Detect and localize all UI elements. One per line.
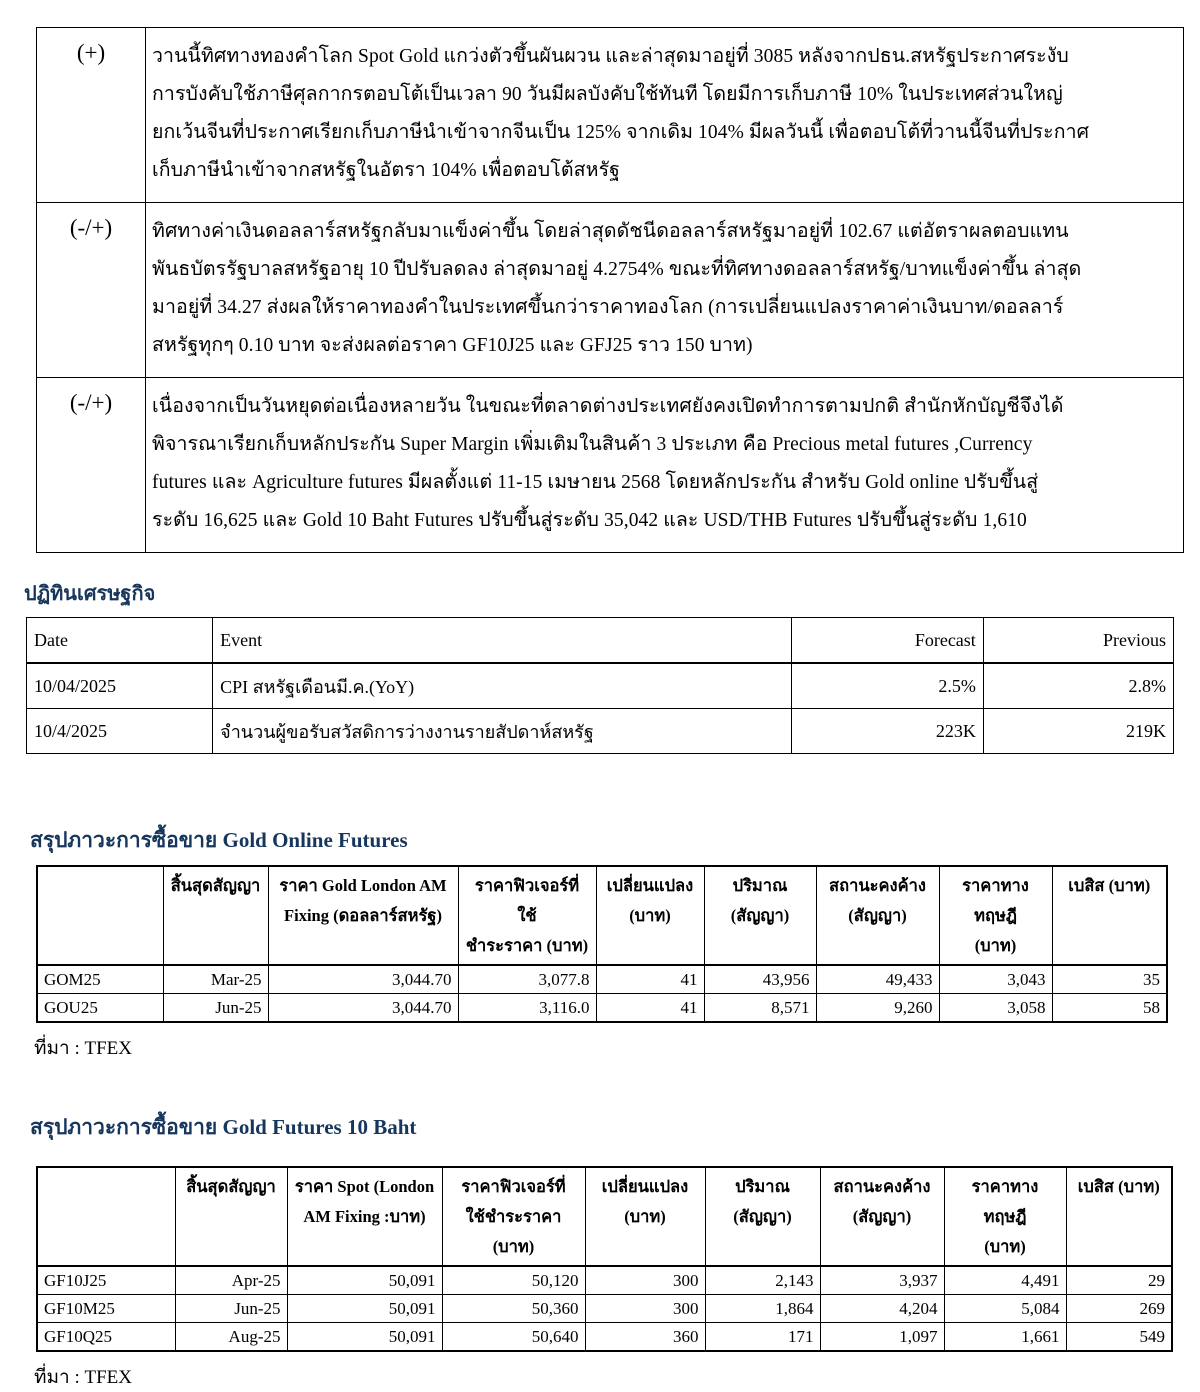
- cell-event: CPI สหรัฐเดือนมี.ค.(YoY): [213, 663, 792, 709]
- cell-volume: 8,571: [704, 994, 816, 1023]
- calendar-header-row: [27, 618, 1174, 664]
- cell-volume: 1,864: [705, 1295, 820, 1323]
- header-change-sub: (บาท): [624, 1207, 666, 1226]
- commentary-line: เก็บภาษีนำเข้าจากสหรัฐในอัตรา 104% เพื่อตอบโต้สหรัฐ: [152, 160, 621, 181]
- cell-london: 3,044.70: [268, 994, 458, 1023]
- header-london-fixing: [268, 866, 458, 965]
- header-change-top: เปลี่ยนแปลง: [601, 1177, 689, 1196]
- market-commentary-table: [36, 27, 1184, 553]
- header-theo-sub: (บาท): [974, 936, 1017, 955]
- header-expiry: สิ้นสุดสัญญา: [163, 866, 268, 965]
- cell-forecast: 2.5%: [791, 663, 983, 709]
- cell-settle: 50,640: [442, 1323, 585, 1352]
- commentary-body: [146, 203, 1184, 378]
- header-change: [596, 866, 704, 965]
- header-oi-top: สถานะคงค้าง: [829, 876, 926, 895]
- economic-calendar-title: ปฏิทินเศรษฐกิจ: [24, 583, 156, 605]
- gold-10baht-source: ที่มา : TFEX: [34, 1367, 132, 1388]
- cell-theoretical: 3,058: [939, 994, 1052, 1023]
- cell-symbol: GF10M25: [37, 1295, 175, 1323]
- header-symbol: [37, 1167, 175, 1266]
- cell-theoretical: 1,661: [944, 1323, 1066, 1352]
- cell-expiry: Aug-25: [175, 1323, 287, 1352]
- header-settle-sub: ชำระราคา (บาท): [465, 936, 589, 955]
- table-row: [27, 709, 1174, 754]
- gold-online-header-row: [37, 866, 1167, 965]
- cell-forecast: 223K: [791, 709, 983, 754]
- table-row: [37, 1295, 1172, 1323]
- commentary-line: พันธบัตรรัฐบาลสหรัฐอายุ 10 ปีปรับลดลง ล่าสุดมาอยู่ 4.2754% ขณะที่ทิศทางดอลลาร์สหรัฐ/บาทแข็งค่าขึ้น ล่าสุด: [152, 259, 1082, 280]
- section-gap: [0, 754, 1200, 806]
- cell-symbol: GOM25: [37, 965, 163, 994]
- gold-online-futures-table: [36, 865, 1168, 1023]
- header-basis: [1066, 1167, 1172, 1266]
- cell-volume: 2,143: [705, 1266, 820, 1295]
- cell-spot: 50,091: [287, 1323, 442, 1352]
- cell-basis: 58: [1052, 994, 1167, 1023]
- header-volume-top: ปริมาณ: [732, 876, 788, 895]
- header-settle-top: ราคาฟิวเจอร์ที่: [461, 1177, 566, 1196]
- cell-settle: 3,116.0: [458, 994, 596, 1023]
- commentary-line: พิจารณาเรียกเก็บหลักประกัน Super Margin เพิ่มเติมในสินค้า 3 ประเภท คือ Precious metal futures ,Currency: [152, 434, 1033, 455]
- commentary-body: [146, 28, 1184, 203]
- cell-basis: 549: [1066, 1323, 1172, 1352]
- cell-open-interest: 4,204: [820, 1295, 944, 1323]
- cell-expiry: Mar-25: [163, 965, 268, 994]
- table-row: [27, 663, 1174, 709]
- commentary-marker: (+): [37, 28, 146, 203]
- header-volume-sub: (สัญญา): [730, 906, 790, 925]
- cell-change: 41: [596, 994, 704, 1023]
- cell-expiry: Jun-25: [163, 994, 268, 1023]
- cell-settle: 3,077.8: [458, 965, 596, 994]
- cell-date: 10/4/2025: [27, 709, 213, 754]
- header-volume: [705, 1167, 820, 1266]
- header-expiry: สิ้นสุดสัญญา: [175, 1167, 287, 1266]
- header-change-sub: (บาท): [629, 906, 671, 925]
- table-row: [37, 1266, 1172, 1295]
- header-previous: Previous: [983, 618, 1173, 664]
- cell-change: 360: [585, 1323, 705, 1352]
- gold-10baht-header-row: [37, 1167, 1172, 1266]
- header-settle-mid: ใช้ชำระราคา: [465, 1207, 562, 1226]
- document-page: [0, 27, 1200, 1388]
- header-spot-top: ราคา Spot (London: [294, 1177, 435, 1196]
- header-theo-top: ราคาทางทฤษฎี: [962, 876, 1029, 925]
- commentary-line: สหรัฐทุกๆ 0.10 บาท จะส่งผลต่อราคา GF10J25 และ GFJ25 ราว 150 บาท): [152, 335, 753, 356]
- header-settle-top: ราคาฟิวเจอร์ที่ใช้: [474, 876, 580, 925]
- commentary-marker: (-/+): [37, 203, 146, 378]
- cell-theoretical: 3,043: [939, 965, 1052, 994]
- cell-spot: 50,091: [287, 1266, 442, 1295]
- header-change-top: เปลี่ยนแปลง: [606, 876, 694, 895]
- header-date: Date: [27, 618, 213, 664]
- header-open-interest: [820, 1167, 944, 1266]
- cell-basis: 35: [1052, 965, 1167, 994]
- cell-settle: 50,360: [442, 1295, 585, 1323]
- cell-london: 3,044.70: [268, 965, 458, 994]
- cell-symbol: GF10Q25: [37, 1323, 175, 1352]
- header-volume-top: ปริมาณ: [735, 1177, 790, 1196]
- commentary-line: วานนี้ทิศทางทองคำโลก Spot Gold แกว่งตัวขึ้นผันผวน และล่าสุดมาอยู่ที่ 3085 หลังจากปธน.สหรัฐประกาศระงับ: [152, 46, 1069, 67]
- cell-theoretical: 5,084: [944, 1295, 1066, 1323]
- header-oi-sub: (สัญญา): [848, 906, 907, 925]
- commentary-line: ทิศทางค่าเงินดอลลาร์สหรัฐกลับมาแข็งค่าขึ้น โดยล่าสุดดัชนีดอลลาร์สหรัฐมาอยู่ที่ 102.67 แต่อัตราผลตอบแทน: [152, 221, 1069, 242]
- cell-basis: 269: [1066, 1295, 1172, 1323]
- section-gap: [0, 1063, 1200, 1093]
- header-london-sub: Fixing (ดอลลาร์สหรัฐ): [284, 906, 442, 925]
- cell-symbol: GOU25: [37, 994, 163, 1023]
- gold-10baht-title: สรุปภาวะการซื้อขาย Gold Futures 10 Baht: [30, 1115, 417, 1139]
- commentary-row: [37, 378, 1184, 553]
- table-row: [37, 994, 1167, 1023]
- table-row: [37, 1323, 1172, 1352]
- header-oi-sub: (สัญญา): [852, 1207, 912, 1226]
- header-volume: [704, 866, 816, 965]
- cell-expiry: Jun-25: [175, 1295, 287, 1323]
- cell-event: จำนวนผู้ขอรับสวัสดิการว่างงานรายสัปดาห์สหรัฐ: [213, 709, 792, 754]
- header-london-top: ราคา Gold London AM: [279, 876, 447, 895]
- gold-online-source: ที่มา : TFEX: [34, 1038, 132, 1059]
- commentary-line: มาอยู่ที่ 34.27 ส่งผลให้ราคาทองคำในประเทศขึ้นกว่าราคาทองโลก (การเปลี่ยนแปลงราคาค่าเงินบาท/ดอลลาร์: [152, 297, 1064, 318]
- cell-change: 300: [585, 1295, 705, 1323]
- title-gap: [0, 1152, 1200, 1166]
- cell-basis: 29: [1066, 1266, 1172, 1295]
- cell-change: 41: [596, 965, 704, 994]
- commentary-row: [37, 203, 1184, 378]
- header-open-interest: [816, 866, 939, 965]
- header-settlement-price: [442, 1167, 585, 1266]
- cell-theoretical: 4,491: [944, 1266, 1066, 1295]
- cell-previous: 219K: [983, 709, 1173, 754]
- cell-expiry: Apr-25: [175, 1266, 287, 1295]
- commentary-line: เนื่องจากเป็นวันหยุดต่อเนื่องหลายวัน ในขณะที่ตลาดต่างประเทศยังคงเปิดทำการตามปกติ สำนักหักบัญชีจึงได้: [152, 396, 1064, 417]
- cell-open-interest: 49,433: [816, 965, 939, 994]
- cell-open-interest: 3,937: [820, 1266, 944, 1295]
- cell-volume: 171: [705, 1323, 820, 1352]
- table-row: [37, 965, 1167, 994]
- header-change: [585, 1167, 705, 1266]
- header-basis-top: เบสิส (บาท): [1077, 1177, 1160, 1196]
- header-theo-sub: (บาท): [984, 1237, 1026, 1256]
- cell-change: 300: [585, 1266, 705, 1295]
- header-theo-top: ราคาทางทฤษฎี: [971, 1177, 1039, 1226]
- commentary-body: [146, 378, 1184, 553]
- cell-date: 10/04/2025: [27, 663, 213, 709]
- commentary-line: ยกเว้นจีนที่ประกาศเรียกเก็บภาษีนำเข้าจากจีนเป็น 125% จากเดิม 104% มีผลวันนี้ เพื่อตอบโต้ที่วานนี้จีนที่ประกาศ: [152, 122, 1090, 143]
- commentary-marker: (-/+): [37, 378, 146, 553]
- header-basis-top: เบสิส (บาท): [1068, 876, 1151, 895]
- header-spot-sub: AM Fixing :บาท): [303, 1207, 426, 1226]
- header-volume-sub: (สัญญา): [733, 1207, 792, 1226]
- header-forecast: Forecast: [791, 618, 983, 664]
- header-theoretical-price: [939, 866, 1052, 965]
- gold-futures-10baht-table: [36, 1166, 1173, 1352]
- cell-previous: 2.8%: [983, 663, 1173, 709]
- header-settlement-price: [458, 866, 596, 965]
- cell-symbol: GF10J25: [37, 1266, 175, 1295]
- commentary-line: การบังคับใช้ภาษีศุลกากรตอบโต้เป็นเวลา 90 วันมีผลบังคับใช้ทันที โดยมีการเก็บภาษี 10% ในประเทศส่วนใหญ่: [152, 84, 1063, 105]
- header-symbol: [37, 866, 163, 965]
- header-event: Event: [213, 618, 792, 664]
- cell-settle: 50,120: [442, 1266, 585, 1295]
- gold-online-title: สรุปภาวะการซื้อขาย Gold Online Futures: [30, 828, 408, 852]
- header-basis: [1052, 866, 1167, 965]
- commentary-row: [37, 28, 1184, 203]
- header-spot-price: [287, 1167, 442, 1266]
- economic-calendar-table: [26, 617, 1174, 754]
- header-settle-sub: (บาท): [492, 1237, 535, 1256]
- header-oi-top: สถานะคงค้าง: [833, 1177, 931, 1196]
- cell-open-interest: 9,260: [816, 994, 939, 1023]
- header-theoretical-price: [944, 1167, 1066, 1266]
- commentary-line: futures และ Agriculture futures มีผลตั้งแต่ 11-15 เมษายน 2568 โดยหลักประกัน สำหรับ Gold online ปรับขึ้นสู่: [152, 472, 1039, 493]
- cell-volume: 43,956: [704, 965, 816, 994]
- cell-open-interest: 1,097: [820, 1323, 944, 1352]
- commentary-line: ระดับ 16,625 และ Gold 10 Baht Futures ปรับขึ้นสู่ระดับ 35,042 และ USD/THB Futures ปรับขึ้นสู่ระดับ 1,610: [152, 510, 1027, 531]
- cell-spot: 50,091: [287, 1295, 442, 1323]
